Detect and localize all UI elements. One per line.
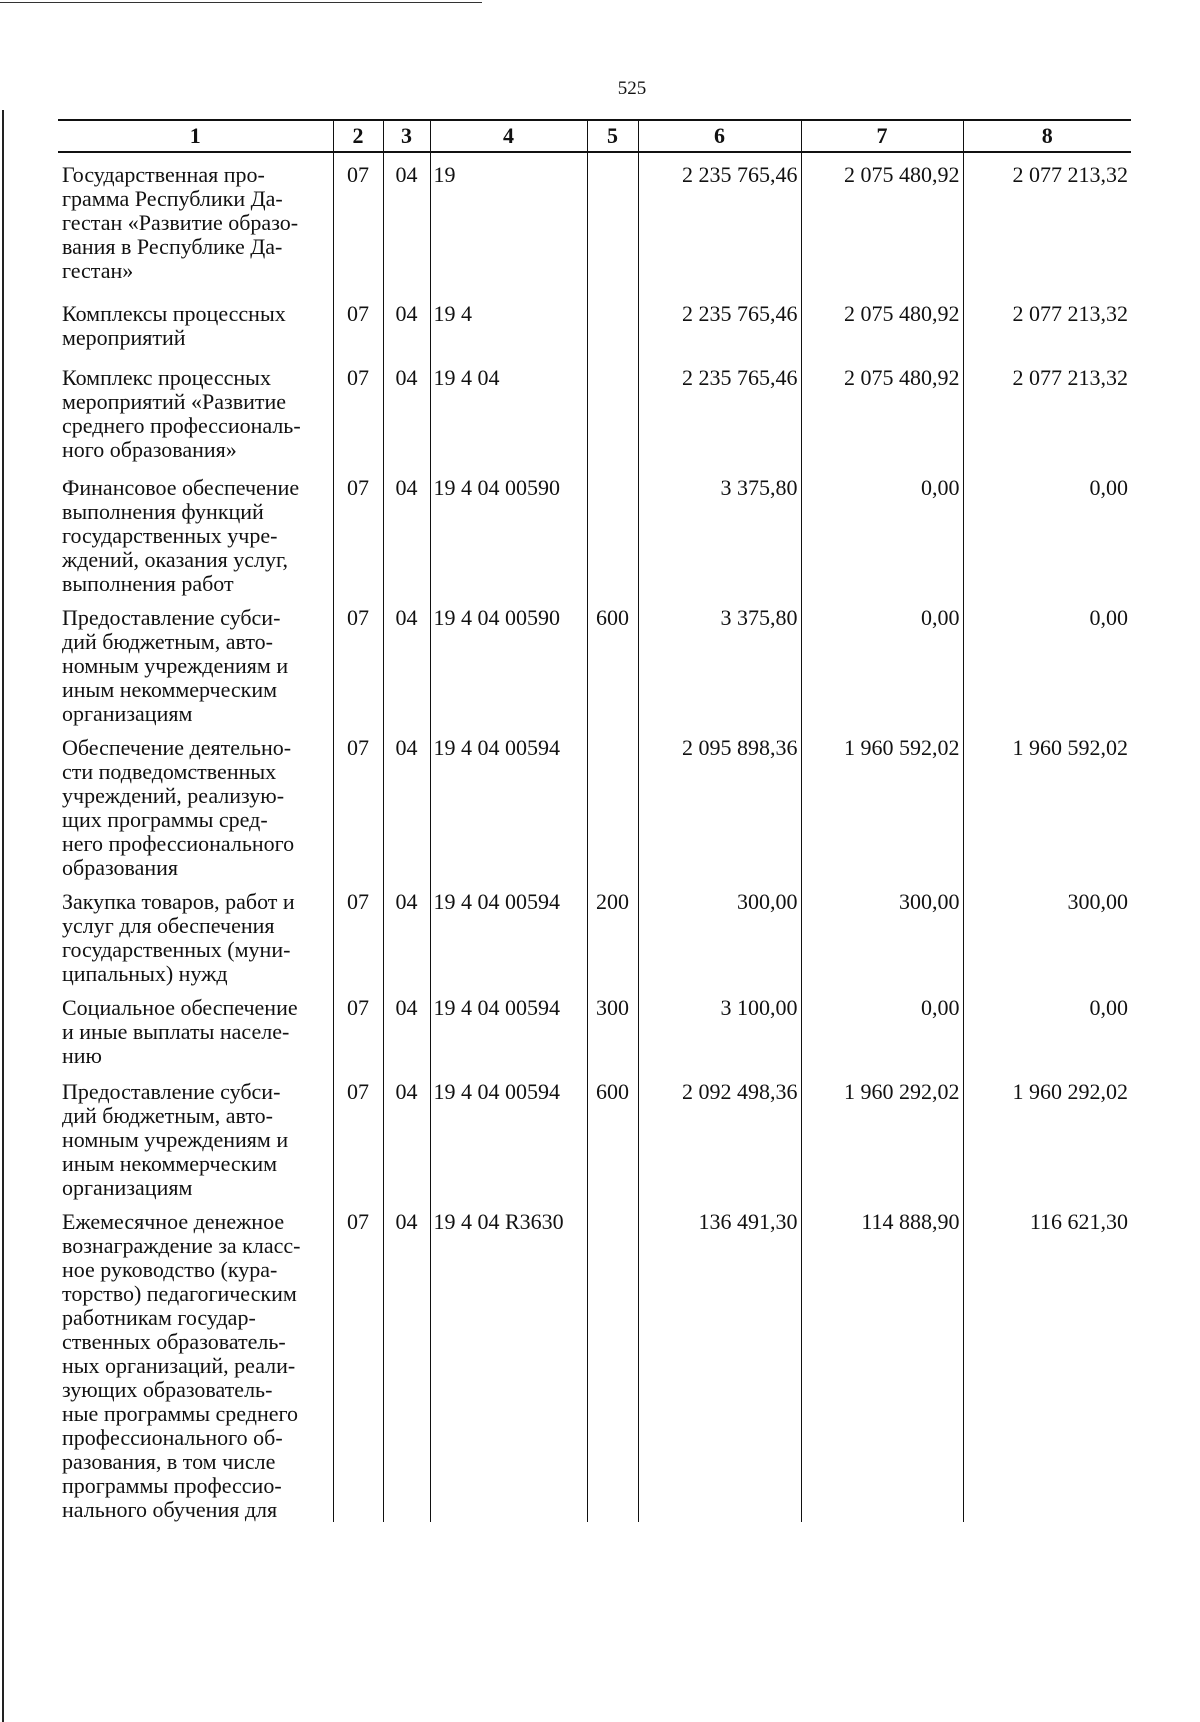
row-name-line: программы профессио- [62, 1473, 282, 1498]
row-amount-col7-cell: 2 075 480,92 [801, 152, 963, 292]
row-name-line: зующих образователь- [62, 1377, 273, 1402]
row-amount-col7-cell: 114 888,90 [801, 1200, 963, 1522]
row-name-line: услуг для обеспечения [62, 913, 275, 938]
header-col-1: 1 [58, 120, 333, 152]
row-expense-type-cell [587, 1200, 638, 1522]
header-col-7: 7 [801, 120, 963, 152]
row-section-cell: 07 [333, 152, 383, 292]
row-section-cell: 07 [333, 596, 383, 726]
row-name-cell [58, 1070, 333, 1200]
row-expense-type-cell [587, 466, 638, 596]
row-amount-col7-cell: 1 960 292,02 [801, 1070, 963, 1200]
row-name-line: грамма Республики Да- [62, 186, 283, 211]
row-name-line: ных организаций, реали- [62, 1353, 296, 1378]
row-section-cell: 07 [333, 986, 383, 1070]
row-amount-col7-cell: 2 075 480,92 [801, 356, 963, 466]
row-amount-col8-cell: 0,00 [963, 986, 1131, 1070]
row-section-cell: 07 [333, 466, 383, 596]
row-amount-col6-cell: 3 375,80 [638, 466, 801, 596]
scan-edge-top [0, 2, 482, 3]
row-name-line: Финансовое обеспечение [62, 475, 300, 500]
table-row [58, 726, 1131, 880]
row-subsection-cell: 04 [383, 1200, 430, 1522]
row-name-line: государственных учре- [62, 523, 278, 548]
row-name-line: номным учреждениям и [62, 653, 289, 678]
row-name-line: Закупка товаров, работ и [62, 889, 295, 914]
row-name-line: торство) педагогическим [62, 1281, 297, 1306]
row-expense-type-cell: 200 [587, 880, 638, 986]
row-name-line: Государственная про- [62, 162, 265, 187]
row-target-code-cell: 19 4 04 00590 [430, 596, 587, 726]
row-name-cell [58, 986, 333, 1070]
header-col-6: 6 [638, 120, 801, 152]
row-name-line: номным учреждениям и [62, 1127, 289, 1152]
row-target-code-cell: 19 4 [430, 292, 587, 356]
row-subsection-cell: 04 [383, 880, 430, 986]
row-expense-type-cell [587, 152, 638, 292]
row-amount-col6-cell: 300,00 [638, 880, 801, 986]
row-section-cell: 07 [333, 1200, 383, 1522]
table-row [58, 1070, 1131, 1200]
row-name-line: среднего профессиональ- [62, 413, 301, 438]
table-row [58, 466, 1131, 596]
table-header-row [58, 120, 1131, 152]
row-name-line: Предоставление субси- [62, 1079, 281, 1104]
row-name-cell [58, 1200, 333, 1522]
table-row [58, 356, 1131, 466]
row-expense-type-cell [587, 356, 638, 466]
row-name-line: дий бюджетным, авто- [62, 1103, 273, 1128]
row-amount-col7-cell: 2 075 480,92 [801, 292, 963, 356]
row-name-line: и иные выплаты населе- [62, 1019, 290, 1044]
row-subsection-cell: 04 [383, 356, 430, 466]
row-amount-col8-cell: 116 621,30 [963, 1200, 1131, 1522]
row-name-line: Социальное обеспечение [62, 995, 298, 1020]
row-name-line: Обеспечение деятельно- [62, 735, 292, 760]
row-expense-type-cell [587, 726, 638, 880]
row-amount-col6-cell: 3 100,00 [638, 986, 801, 1070]
row-name-line: нального обучения для [62, 1497, 278, 1522]
row-name-line: организациям [62, 1175, 193, 1200]
row-amount-col6-cell: 3 375,80 [638, 596, 801, 726]
row-name-cell [58, 596, 333, 726]
row-amount-col8-cell: 1 960 592,02 [963, 726, 1131, 880]
row-name-line: разования, в том числе [62, 1449, 276, 1474]
row-subsection-cell: 04 [383, 466, 430, 596]
row-amount-col7-cell: 0,00 [801, 986, 963, 1070]
row-name-line: сти подведомственных [62, 759, 277, 784]
row-name-line: образования [62, 855, 179, 880]
row-section-cell: 07 [333, 1070, 383, 1200]
row-section-cell: 07 [333, 880, 383, 986]
row-amount-col6-cell: 2 092 498,36 [638, 1070, 801, 1200]
row-name-line: учреждений, реализую- [62, 783, 285, 808]
scan-edge-left [2, 110, 4, 1722]
header-col-8: 8 [963, 120, 1131, 152]
row-target-code-cell: 19 4 04 00594 [430, 726, 587, 880]
row-amount-col8-cell: 0,00 [963, 596, 1131, 726]
row-name-line: ные программы среднего [62, 1401, 298, 1426]
row-expense-type-cell: 600 [587, 596, 638, 726]
header-col-3: 3 [383, 120, 430, 152]
row-amount-col6-cell: 2 235 765,46 [638, 356, 801, 466]
table-row [58, 292, 1131, 356]
row-name-cell [58, 726, 333, 880]
row-name-line: него профессионального [62, 831, 295, 856]
row-amount-col8-cell: 300,00 [963, 880, 1131, 986]
row-name-line: иным некоммерческим [62, 1151, 278, 1176]
row-amount-col7-cell: 0,00 [801, 466, 963, 596]
row-name-line: Ежемесячное денежное [62, 1209, 285, 1234]
table-row [58, 596, 1131, 726]
row-subsection-cell: 04 [383, 292, 430, 356]
row-name-cell [58, 356, 333, 466]
row-target-code-cell: 19 [430, 152, 587, 292]
row-target-code-cell: 19 4 04 00594 [430, 986, 587, 1070]
row-name-line: ного образования» [62, 437, 237, 462]
row-amount-col6-cell: 2 095 898,36 [638, 726, 801, 880]
row-name-line: работникам государ- [62, 1305, 256, 1330]
row-amount-col8-cell: 2 077 213,32 [963, 292, 1131, 356]
row-amount-col8-cell: 2 077 213,32 [963, 152, 1131, 292]
header-col-2: 2 [333, 120, 383, 152]
row-name-line: иным некоммерческим [62, 677, 278, 702]
row-target-code-cell: 19 4 04 R3630 [430, 1200, 587, 1522]
row-name-line: гестан» [62, 258, 134, 283]
row-amount-col7-cell: 0,00 [801, 596, 963, 726]
table-row [58, 880, 1131, 986]
row-name-line: выполнения работ [62, 571, 234, 596]
row-name-cell [58, 152, 333, 292]
row-subsection-cell: 04 [383, 152, 430, 292]
row-target-code-cell: 19 4 04 00590 [430, 466, 587, 596]
row-target-code-cell: 19 4 04 [430, 356, 587, 466]
row-name-line: вознаграждение за класс- [62, 1233, 301, 1258]
row-name-line: ждений, оказания услуг, [62, 547, 289, 572]
row-expense-type-cell [587, 292, 638, 356]
page-number: 525 [617, 78, 647, 99]
row-subsection-cell: 04 [383, 986, 430, 1070]
row-expense-type-cell: 300 [587, 986, 638, 1070]
row-name-cell [58, 466, 333, 596]
row-name-line: гестан «Развитие образо- [62, 210, 299, 235]
row-name-cell [58, 880, 333, 986]
row-amount-col8-cell: 2 077 213,32 [963, 356, 1131, 466]
row-amount-col6-cell: 2 235 765,46 [638, 152, 801, 292]
row-amount-col8-cell: 1 960 292,02 [963, 1070, 1131, 1200]
row-name-line: дий бюджетным, авто- [62, 629, 273, 654]
row-name-line: государственных (муни- [62, 937, 291, 962]
row-name-line: организациям [62, 701, 193, 726]
header-col-5: 5 [587, 120, 638, 152]
row-section-cell: 07 [333, 292, 383, 356]
table-row [58, 152, 1131, 292]
row-name-line: Предоставление субси- [62, 605, 281, 630]
row-name-cell [58, 292, 333, 356]
row-name-line: ное руководство (кура- [62, 1257, 278, 1282]
row-amount-col6-cell: 136 491,30 [638, 1200, 801, 1522]
row-target-code-cell: 19 4 04 00594 [430, 880, 587, 986]
row-subsection-cell: 04 [383, 596, 430, 726]
row-amount-col7-cell: 300,00 [801, 880, 963, 986]
row-name-line: выполнения функций [62, 499, 264, 524]
table-body [58, 152, 1131, 1522]
header-col-4: 4 [430, 120, 587, 152]
row-subsection-cell: 04 [383, 1070, 430, 1200]
row-name-line: нию [62, 1043, 102, 1068]
table-row [58, 1200, 1131, 1522]
row-name-line: Комплекс процессных [62, 365, 271, 390]
row-name-line: мероприятий [62, 325, 186, 350]
row-name-line: ственных образователь- [62, 1329, 286, 1354]
row-amount-col6-cell: 2 235 765,46 [638, 292, 801, 356]
row-amount-col7-cell: 1 960 592,02 [801, 726, 963, 880]
row-name-line: профессионального об- [62, 1425, 283, 1450]
row-expense-type-cell: 600 [587, 1070, 638, 1200]
table-row [58, 986, 1131, 1070]
row-name-line: щих программы сред- [62, 807, 268, 832]
row-target-code-cell: 19 4 04 00594 [430, 1070, 587, 1200]
row-name-line: мероприятий «Развитие [62, 389, 287, 414]
row-name-line: ципальных) нужд [62, 961, 228, 986]
budget-table [58, 119, 1131, 1522]
row-amount-col8-cell: 0,00 [963, 466, 1131, 596]
row-subsection-cell: 04 [383, 726, 430, 880]
row-name-line: Комплексы процессных [62, 301, 286, 326]
row-section-cell: 07 [333, 356, 383, 466]
row-section-cell: 07 [333, 726, 383, 880]
row-name-line: вания в Республике Да- [62, 234, 283, 259]
